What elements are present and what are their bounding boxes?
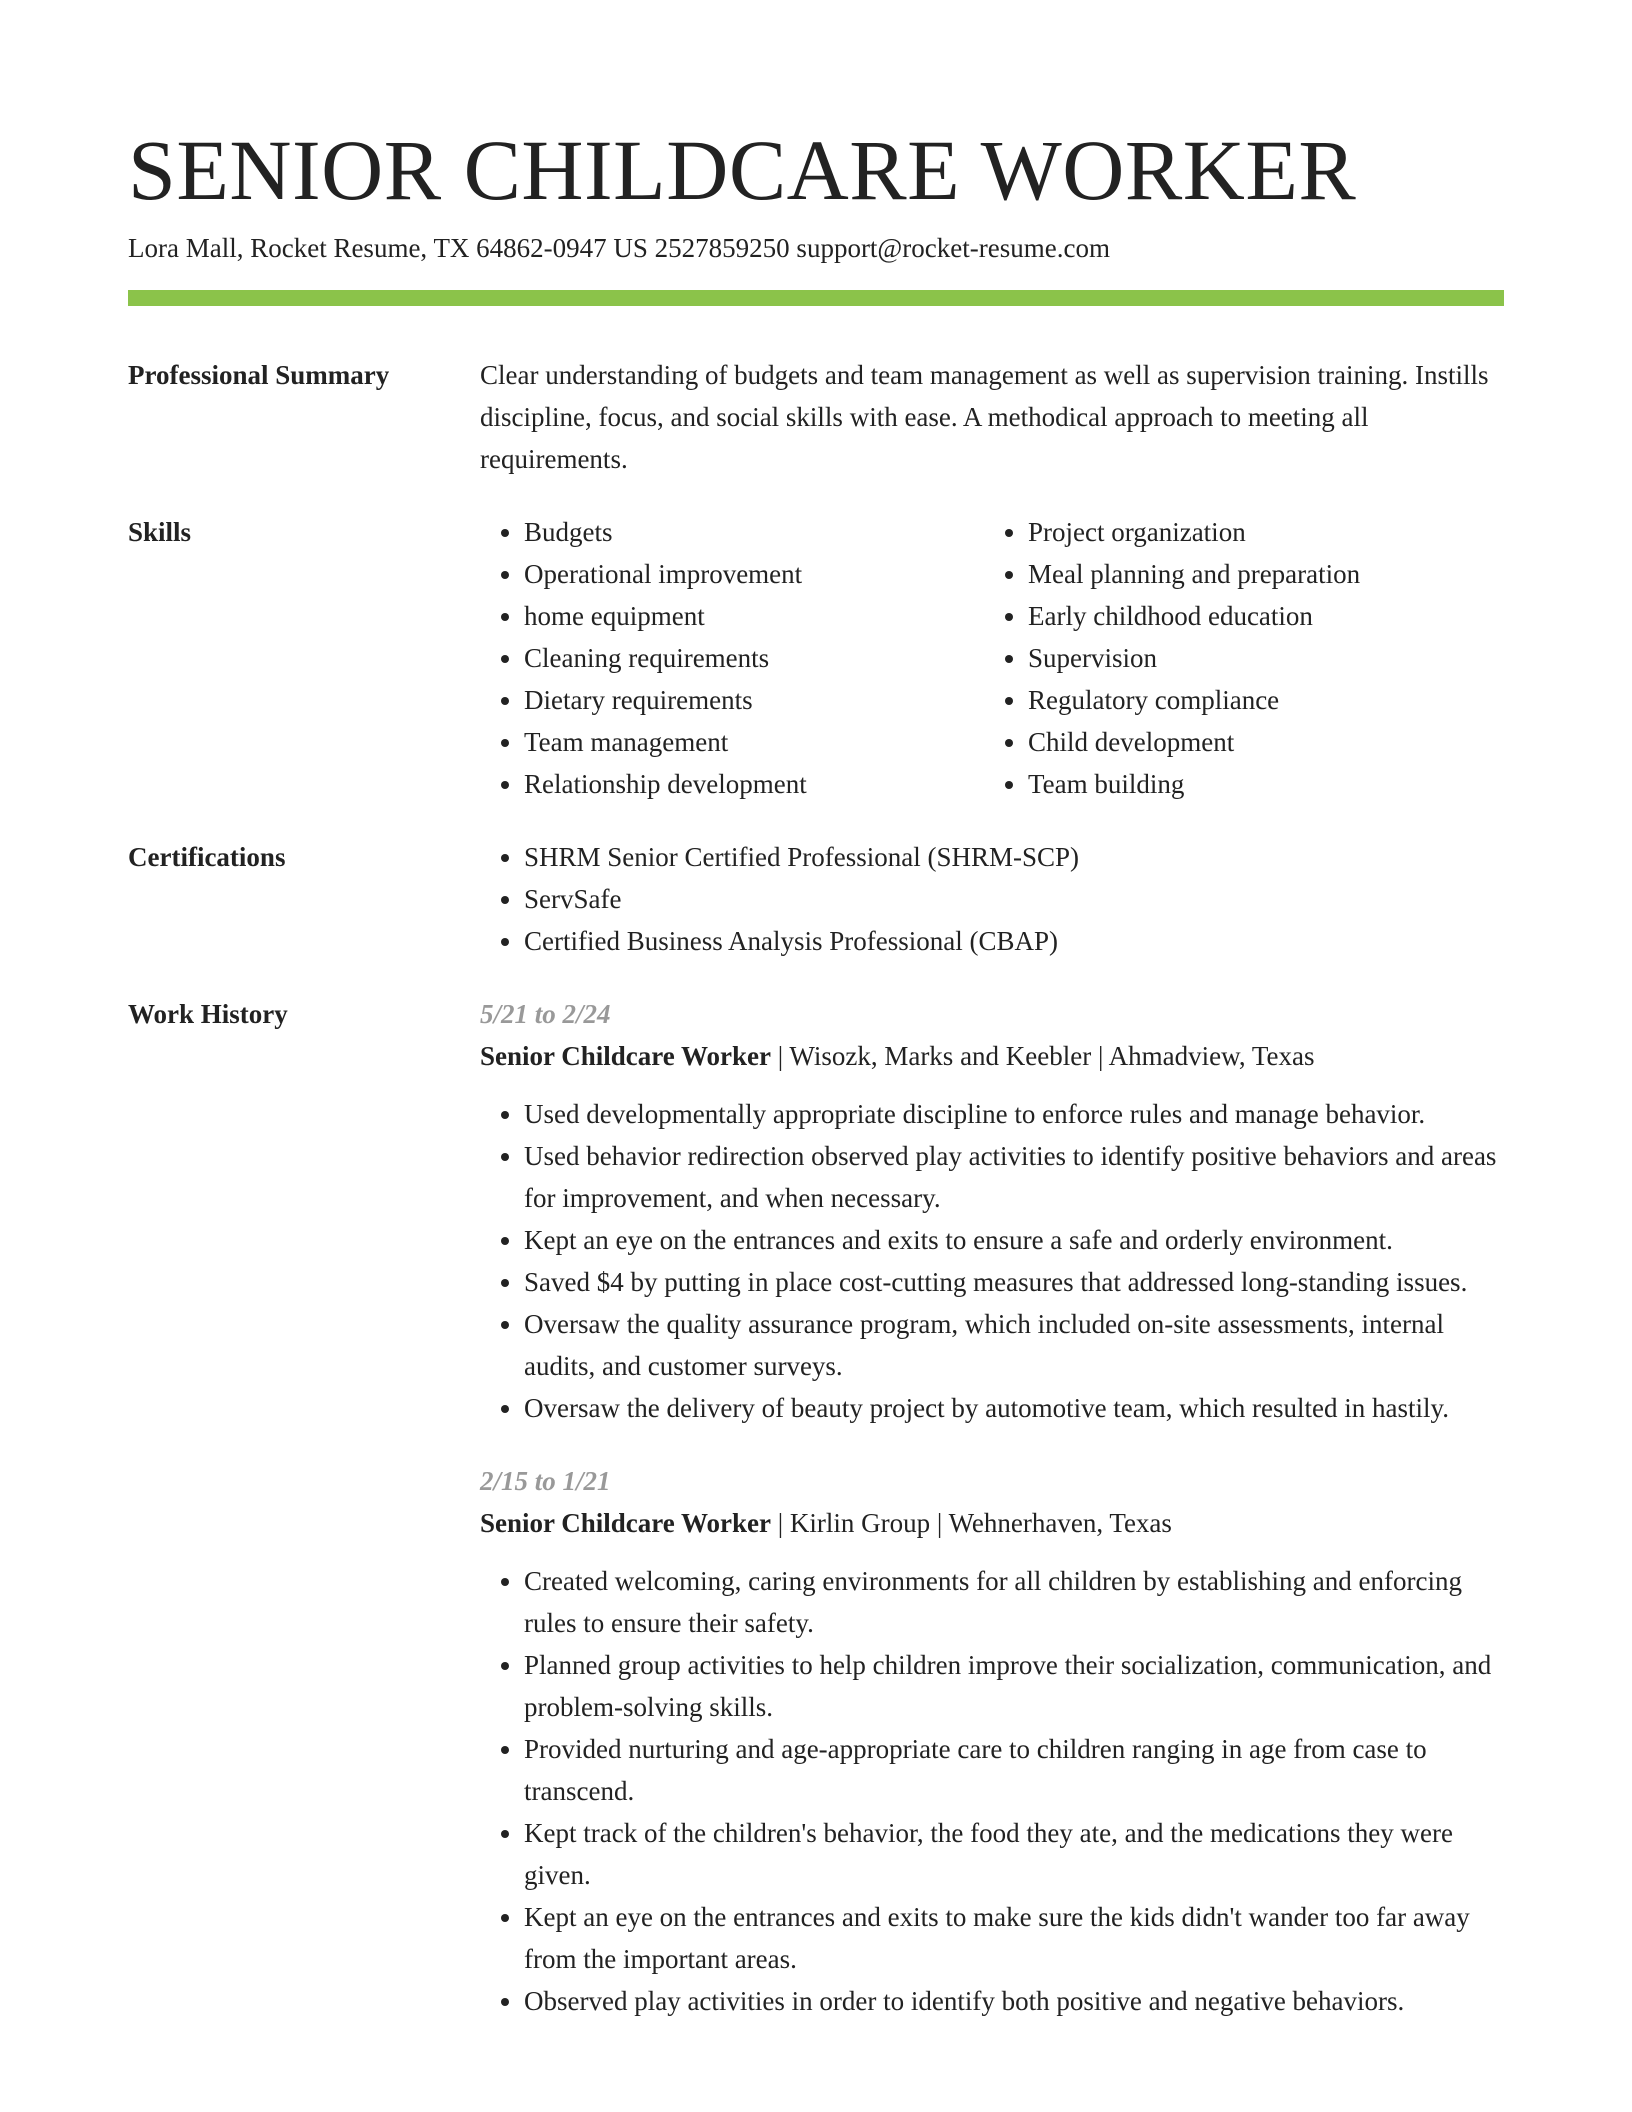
- work-history-section: [128, 993, 1504, 2022]
- skill-item: • Meal planning and preparation: [1028, 553, 1488, 595]
- skills-column-left: [480, 511, 984, 805]
- job-bullet: • Oversaw the delivery of beauty project by automotive team, which resulted in hastily.: [524, 1387, 1504, 1429]
- skill-item: • Relationship development: [524, 763, 984, 805]
- work-history-body: [480, 993, 1504, 2022]
- skill-item: • Operational improvement: [524, 553, 984, 595]
- skills-list-right: [984, 511, 1488, 805]
- job-bullet: • Observed play activities in order to identify both positive and negative behaviors.: [524, 1980, 1504, 2022]
- job-details: | Kirlin Group | Wehnerhaven, Texas: [771, 1508, 1172, 1538]
- skills-column-right: [984, 511, 1488, 805]
- certifications-label: Certifications: [128, 842, 286, 872]
- resume-page: [128, 120, 1504, 2022]
- skill-item: • Budgets: [524, 511, 984, 553]
- job-bullet: • Used behavior redirection observed play activities to identify positive behaviors and areas for improvement, and when necessary.: [524, 1135, 1504, 1219]
- summary-text: Clear understanding of budgets and team management as well as supervision training. Instills discipline, focus, and social skills with ease. A methodical approach to meeting all requirements.: [480, 360, 1489, 474]
- skill-item: • Team building: [1028, 763, 1488, 805]
- contact-line: Lora Mall, Rocket Resume, TX 64862-0947 US 2527859250 support@rocket-resume.com: [128, 233, 1110, 263]
- summary-label: Professional Summary: [128, 360, 390, 390]
- resume-name: SENIOR CHILDCARE WORKER: [128, 122, 1357, 218]
- skills-list-left: [480, 511, 984, 805]
- certification-item: • Certified Business Analysis Professional (CBAP): [524, 920, 1504, 962]
- job-bullet: • Saved $4 by putting in place cost-cutting measures that addressed long-standing issues.: [524, 1261, 1504, 1303]
- skill-item: • Project organization: [1028, 511, 1488, 553]
- skill-item: • Cleaning requirements: [524, 637, 984, 679]
- work-history-label: Work History: [128, 999, 288, 1029]
- job-heading: [480, 1035, 1504, 1077]
- job-bullet: • Oversaw the quality assurance program, which included on-site assessments, internal audits, and customer surveys.: [524, 1303, 1504, 1387]
- job-dates: 5/21 to 2/24: [480, 999, 611, 1029]
- job-entry: [480, 993, 1504, 1429]
- skill-item: • Regulatory compliance: [1028, 679, 1488, 721]
- skill-item: • home equipment: [524, 595, 984, 637]
- skills-label: Skills: [128, 517, 192, 547]
- job-bullet: • Used developmentally appropriate discipline to enforce rules and manage behavior.: [524, 1093, 1504, 1135]
- certifications-body: [480, 836, 1504, 962]
- job-entry: [480, 1460, 1504, 2022]
- job-bullet: • Planned group activities to help children improve their socialization, communication, and problem-solving skills.: [524, 1644, 1504, 1728]
- certifications-section: [128, 836, 1504, 962]
- skills-section: [128, 511, 1504, 805]
- job-title: Senior Childcare Worker: [480, 1508, 772, 1538]
- job-bullet: • Kept an eye on the entrances and exits to ensure a safe and orderly environment.: [524, 1219, 1504, 1261]
- job-details: | Wisozk, Marks and Keebler | Ahmadview, Texas: [771, 1041, 1315, 1071]
- job-dates: 2/15 to 1/21: [480, 1466, 611, 1496]
- job-bullet: • Created welcoming, caring environments for all children by establishing and enforcing rules to ensure their safety.: [524, 1560, 1504, 1644]
- skill-item: • Dietary requirements: [524, 679, 984, 721]
- skills-grid: [480, 511, 1504, 805]
- skill-item: • Early childhood education: [1028, 595, 1488, 637]
- skill-item: • Supervision: [1028, 637, 1488, 679]
- certifications-list: [480, 836, 1504, 962]
- accent-divider: [128, 290, 1504, 306]
- job-bullets: [480, 1093, 1504, 1429]
- job-bullet: • Provided nurturing and age-appropriate care to children ranging in age from case to transcend.: [524, 1728, 1504, 1812]
- skill-item: • Team management: [524, 721, 984, 763]
- summary-section: [128, 354, 1504, 480]
- job-bullets: [480, 1560, 1504, 2022]
- certification-item: • ServSafe: [524, 878, 1504, 920]
- job-bullet: • Kept an eye on the entrances and exits to make sure the kids didn't wander too far away from the important areas.: [524, 1896, 1504, 1980]
- job-heading: [480, 1502, 1504, 1544]
- job-bullet: • Kept track of the children's behavior, the food they ate, and the medications they were given.: [524, 1812, 1504, 1896]
- job-title: Senior Childcare Worker: [480, 1041, 772, 1071]
- skill-item: • Child development: [1028, 721, 1488, 763]
- certification-item: • SHRM Senior Certified Professional (SHRM-SCP): [524, 836, 1504, 878]
